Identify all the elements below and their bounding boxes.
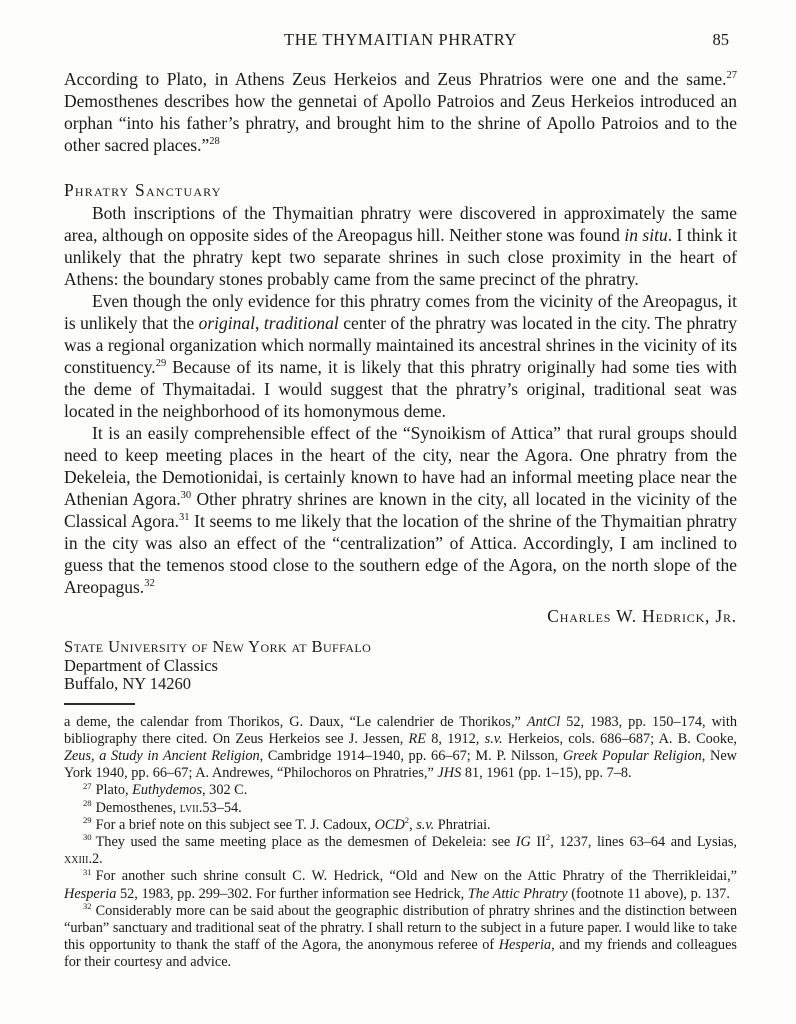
author-address-block <box>64 638 737 694</box>
paragraph-intro: According to Plato, in Athens Zeus Herkeios and Zeus Phratrios were one and the same.$^{27}$ Demosthenes describes how the gennetai of Apollo Patroios and Zeus Herkeios introduced an orphan “into his father’s phratry, and brought him to the shrine of Apollo Patroios and to the other sacred places.”$^{28}$ <box>64 69 737 155</box>
footnote-29 <box>64 814 737 834</box>
footnote-31-text: For another such shrine consult C. W. Hedrick, “Old and New on the Attic Phratry of the Therrikleidai,” Hesperia 52, 1983, pp. 299–302. For further information see Hedrick, The Attic Phratry (footnote 11 above), p. 137. <box>64 868 737 902</box>
footnote-32-number: 32 <box>83 900 92 911</box>
footnote-30 <box>64 834 737 868</box>
footnotes-section <box>64 714 737 972</box>
footnote-continuation: a deme, the calendar from Thorikos, G. Daux, “Le calendrier de Thorikos,” AntCl 52, 1983, pp. 150–174, with bibliography there cited. On Zeus Herkeios see J. Jessen, RE 8, 1912, s.v. Herkeios, cols. 686–687; A. B. Cooke, Zeus, a Study in Ancient Religion, Cambridge 1914–1940, pp. 66–67; M. P. Nilsson, Greek Popular Religion, New York 1940, pp. 66–67; A. Andrewes, “Philochoros on Phratries,” JHS 81, 1961 (pp. 1–15), pp. 7–8. <box>64 713 737 782</box>
author-city-line: Buffalo, NY 14260 <box>64 674 191 693</box>
footnote-28 <box>64 797 737 817</box>
author-signature: Charles W. Hedrick, Jr. <box>547 606 737 626</box>
paragraph-even-though: Even though the only evidence for this phratry comes from the vicinity of the Areopagus, it is unlikely that the original, traditional center of the phratry was located in the city. The phratry was a regional organization which normally maintained its ancestral shrines in the vicinity of its constituency.$^{29}$ Because of its name, it is likely that this phratry originally had some ties with the deme of Thymaitadai. I would suggest that the phratry’s original, traditional seat was located in the neighborhood of its homonymous deme. <box>64 291 738 421</box>
footnote-31 <box>64 868 737 902</box>
footnote-27-number: 27 <box>83 780 92 791</box>
paragraph-synoikism: It is an easily comprehensible effect of the “Synoikism of Attica” that rural groups should need to keep meeting places in the heart of the city, near the Agora. One phratry from the Dekeleia, the Demotionidai, is certainly known to have had an informal meeting place near the Athenian Agora.$^{30}$ Other phratry shrines are known in the city, all located in the vicinity of the Classical Agora.$^{31}$ It seems to me likely that the location of the shrine of the Thymaitian phratry in the city was also an effect of the “centralization” of Attica. Accordingly, I am inclined to guess that the temenos stood close to the southern edge of the Agora, on the north slope of the Areopagus.$^{32}$ <box>64 423 737 597</box>
page-number: 85 <box>712 30 729 49</box>
footnote-27 <box>64 782 737 799</box>
footnote-32 <box>64 900 737 972</box>
footnote-29-text: For a brief note on this subject see T. J. Cadoux, OCD$^2$, s.v. Phratriai. <box>95 814 491 833</box>
author-department: Department of Classics <box>64 655 218 675</box>
running-head-title: THE THYMAITIAN PHRATRY <box>284 30 517 49</box>
section-heading-phratry-sanctuary: Phratry Sanctuary <box>64 180 222 200</box>
author-affiliation: State University of New York at Buffalo <box>64 637 372 656</box>
footnote-divider <box>64 703 135 705</box>
running-header <box>64 30 737 50</box>
footnote-31-number: 31 <box>83 866 92 877</box>
footnote-28-number: 28 <box>83 797 92 808</box>
footnote-27-text: Plato, Euthydemos, 302 C. <box>95 782 248 799</box>
footnote-30-text: They used the same meeting place as the demesmen of Dekeleia: see IG $II^2$, 1237, lines 63–64 and Lysias, xxiii.2. <box>64 832 737 868</box>
footnote-29-number: 29 <box>83 814 92 825</box>
footnote-28-text: Demosthenes, lvii.53–54. <box>95 799 242 816</box>
footnote-32-text: Considerably more can be said about the geographic distribution of phratry shrines and the distinction between “urban” sanctuary and traditional seat of the phratry. I shall return to the subject in a future paper. I would like to take this opportunity to thank the staff of the Agora, the anonymous referee of Hesperia, and my friends and colleagues for their courtesy and advice. <box>64 902 737 971</box>
paragraph-both-inscriptions: Both inscriptions of the Thymaitian phratry were discovered in approximately the same area, although on opposite sides of the Areopagus hill. Neither stone was found in situ. I think it unlikely that the phratry kept two separate shrines in such close proximity in the heart of Athens: the boundary stones probably came from the same precinct of the phratry. <box>64 203 737 289</box>
footnote-30-number: 30 <box>83 832 92 843</box>
